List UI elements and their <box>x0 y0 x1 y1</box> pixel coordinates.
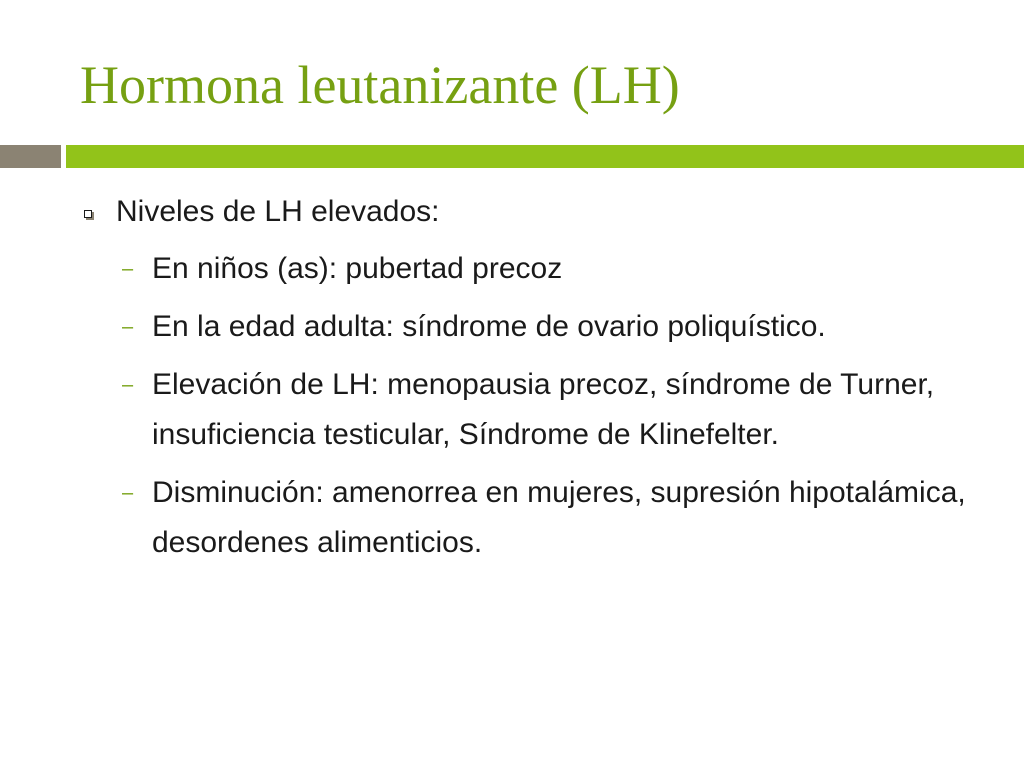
bullet-item <box>80 188 980 236</box>
sub-bullet-item <box>80 468 972 568</box>
title-divider-green-bar <box>66 145 1024 168</box>
title-divider-gray-bar <box>0 145 61 168</box>
slide-content <box>80 188 980 576</box>
sub-bullet-item <box>80 302 972 352</box>
square-bullet-icon <box>84 210 92 218</box>
sub-bullet-text: Elevación de LH: menopausia precoz, síndrome de Turner, insuficiencia testicular, Síndrome de Klinefelter. <box>152 368 935 451</box>
dash-bullet-icon: – <box>122 482 134 504</box>
slide-title: Hormona leutanizante (LH) <box>80 55 680 115</box>
sub-bullet-item <box>80 360 972 460</box>
dash-bullet-icon: – <box>122 258 134 280</box>
bullet-text: Niveles de LH elevados: <box>116 195 440 228</box>
sub-bullet-text: En la edad adulta: síndrome de ovario poliquístico. <box>152 310 826 343</box>
sub-bullet-list <box>80 244 980 568</box>
sub-bullet-text: Disminución: amenorrea en mujeres, supresión hipotalámica, desordenes alimenticios. <box>152 476 966 559</box>
sub-bullet-item <box>80 244 972 294</box>
dash-bullet-icon: – <box>122 374 134 396</box>
sub-bullet-text: En niños (as): pubertad precoz <box>152 252 563 285</box>
dash-bullet-icon: – <box>122 316 134 338</box>
